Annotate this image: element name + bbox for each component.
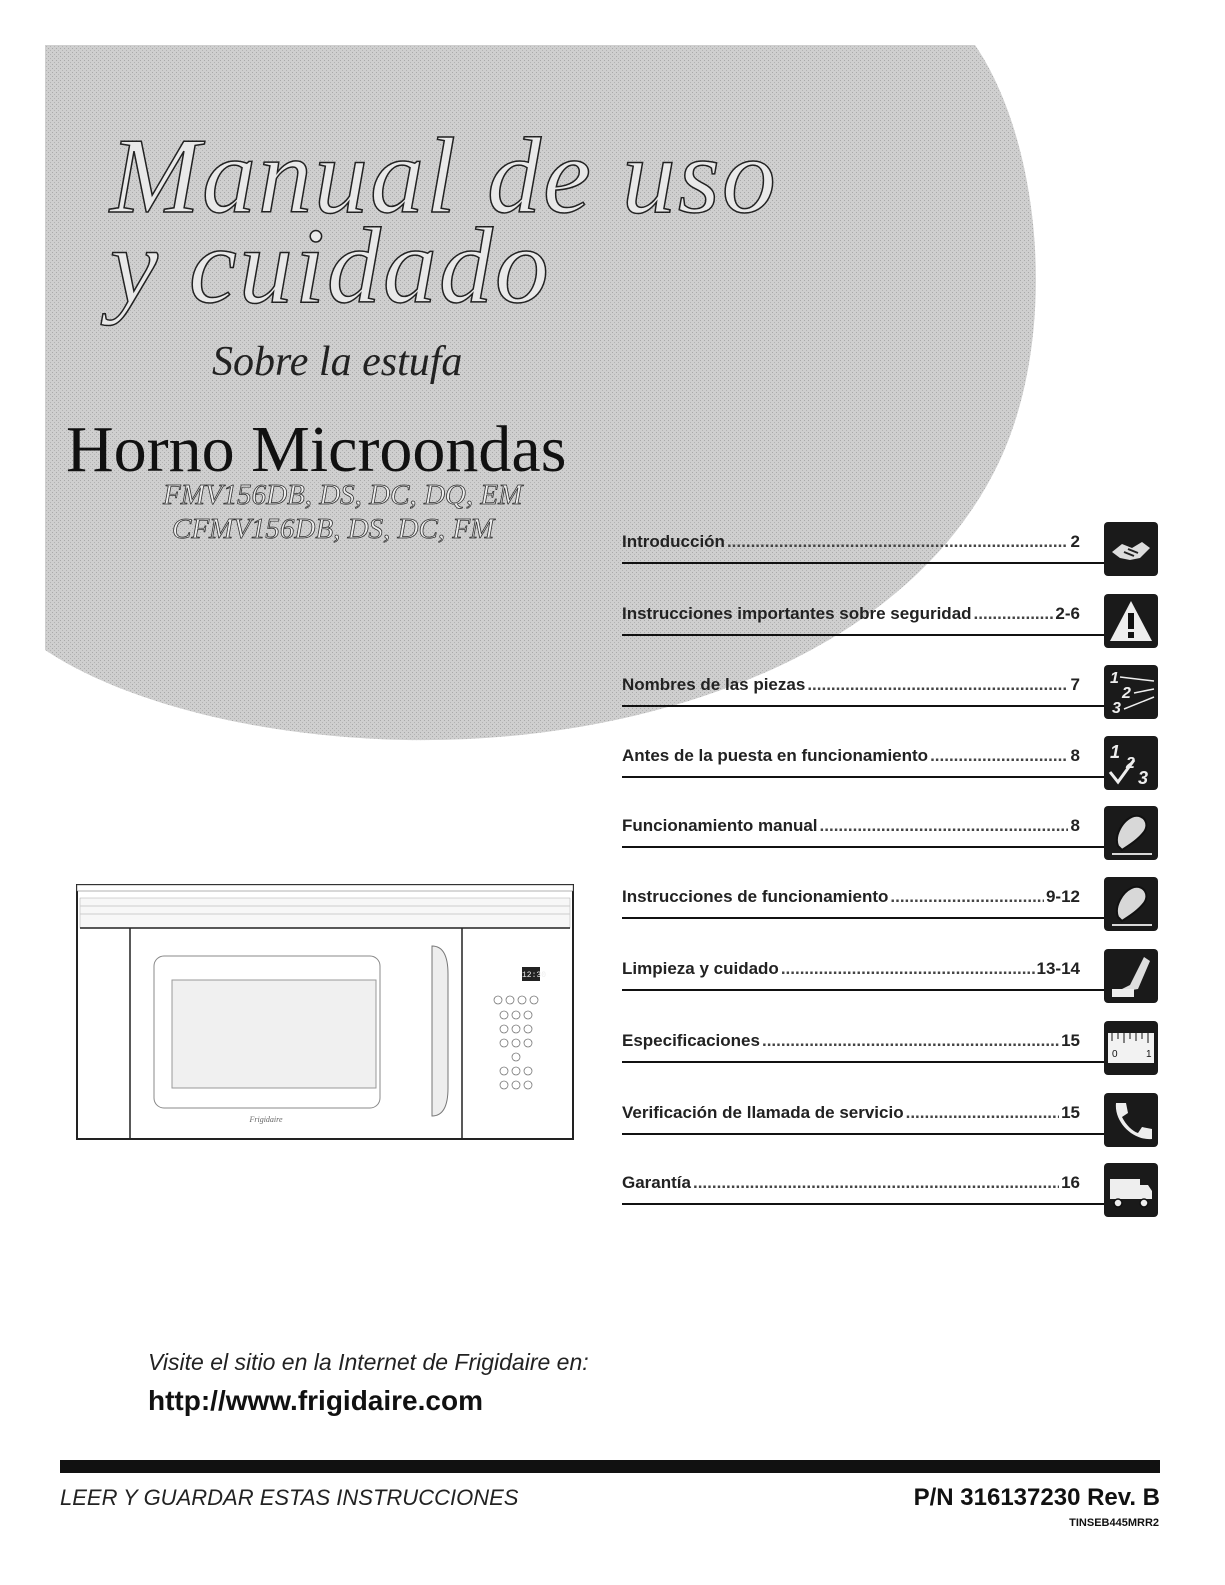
finger-press-icon: [1104, 806, 1158, 860]
toc-item-servicio[interactable]: [622, 1093, 1160, 1153]
toc-item-page: 15: [1061, 1103, 1080, 1122]
svg-text:1: 1: [1110, 742, 1121, 762]
title-line-2: y cuidado: [110, 207, 551, 326]
toc-item-page: 15: [1061, 1031, 1080, 1050]
toc-item-label: Antes de la puesta en funcionamiento: [622, 746, 929, 765]
phone-icon: [1104, 1093, 1158, 1147]
svg-text:3: 3: [1112, 700, 1121, 717]
toc-item-label: Instrucciones importantes sobre seguridad: [622, 604, 972, 623]
toc-divider: [622, 989, 1107, 991]
toc-item-page: 8: [1070, 746, 1080, 765]
toc-item-label: Instrucciones de funcionamiento: [622, 887, 889, 906]
toc-item-page: 2: [1070, 532, 1080, 551]
toc-item-page: 7: [1070, 675, 1080, 694]
cleaning-icon: [1104, 949, 1158, 1003]
toc-divider: [622, 1061, 1107, 1063]
model-numbers-line-1: FMV156DB, DS, DC, DQ, EM: [163, 479, 523, 511]
toc-item-especificaciones[interactable]: [622, 1021, 1160, 1081]
numbered-parts-icon: [1104, 665, 1158, 719]
svg-text:2: 2: [1122, 685, 1131, 702]
toc-item-limpieza[interactable]: [622, 949, 1160, 1009]
toc-divider: [622, 776, 1107, 778]
toc-divider: [622, 705, 1107, 707]
toc-divider: [622, 1203, 1107, 1205]
microwave-illustration: [76, 884, 574, 1140]
footer-divider-bar: [60, 1460, 1160, 1473]
display-readout: 12:30: [522, 971, 547, 980]
brand-logo: Frigidaire: [249, 1115, 283, 1124]
toc-item-page: 8: [1070, 816, 1080, 835]
visit-website-text: Visite el sitio en la Internet de Frigidaire en:: [148, 1349, 589, 1375]
ruler-icon: [1104, 1021, 1158, 1075]
toc-item-piezas[interactable]: [622, 665, 1160, 725]
svg-text:2: 2: [1126, 755, 1135, 772]
toc-item-page: 9-12: [1045, 887, 1080, 906]
toc-item-funcionamiento-manual[interactable]: [622, 806, 1160, 866]
toc-divider: [622, 917, 1107, 919]
toc-item-label: Nombres de las piezas: [622, 675, 806, 694]
svg-text:1: 1: [1110, 670, 1119, 687]
handshake-icon: [1104, 522, 1158, 576]
finger-press-icon: [1104, 877, 1158, 931]
document-code: TINSEB445MRR2: [1069, 1517, 1159, 1529]
toc-item-seguridad[interactable]: [622, 594, 1160, 654]
product-name: Horno Microondas: [66, 413, 567, 486]
toc-item-introduccion[interactable]: [622, 522, 1160, 582]
toc-item-label: Verificación de llamada de servicio: [622, 1103, 904, 1122]
toc-item-label: Introducción: [622, 532, 725, 551]
svg-text:0: 0: [1112, 1049, 1118, 1060]
title-line-1: Manual de uso: [110, 117, 778, 236]
toc-divider: [622, 846, 1107, 848]
vent-grille: [80, 898, 570, 928]
toc-divider: [622, 562, 1107, 564]
toc-item-page: 2-6: [1055, 604, 1080, 623]
toc-divider: [622, 1133, 1107, 1135]
model-numbers-line-2: CFMV156DB, DS, DC, FM: [172, 513, 495, 545]
toc-item-label: Funcionamiento manual: [622, 816, 818, 835]
website-link[interactable]: http://www.frigidaire.com: [148, 1385, 483, 1416]
truck-icon: [1104, 1163, 1158, 1217]
toc-item-page: 16: [1061, 1173, 1080, 1192]
warning-icon: [1104, 594, 1158, 648]
toc-divider: [622, 634, 1107, 636]
toc-item-instrucciones-funcionamiento[interactable]: [622, 877, 1160, 937]
toc-item-page: 13-14: [1036, 959, 1080, 978]
toc-item-label: Limpieza y cuidado: [622, 959, 779, 978]
toc-item-antes[interactable]: [622, 736, 1160, 796]
svg-text:1: 1: [1146, 1049, 1152, 1060]
toc-item-label: Garantía: [622, 1173, 691, 1192]
read-and-save-instructions: LEER Y GUARDAR ESTAS INSTRUCCIONES: [60, 1485, 519, 1510]
subtitle: Sobre la estufa: [212, 339, 463, 385]
checklist-icon: [1104, 736, 1158, 790]
door-handle: [432, 946, 448, 1116]
part-number: P/N 316137230 Rev. B: [913, 1484, 1160, 1511]
toc-item-label: Especificaciones: [622, 1031, 760, 1050]
toc-item-garantia[interactable]: [622, 1163, 1160, 1223]
door-window: [172, 980, 376, 1088]
svg-text:3: 3: [1138, 768, 1149, 788]
